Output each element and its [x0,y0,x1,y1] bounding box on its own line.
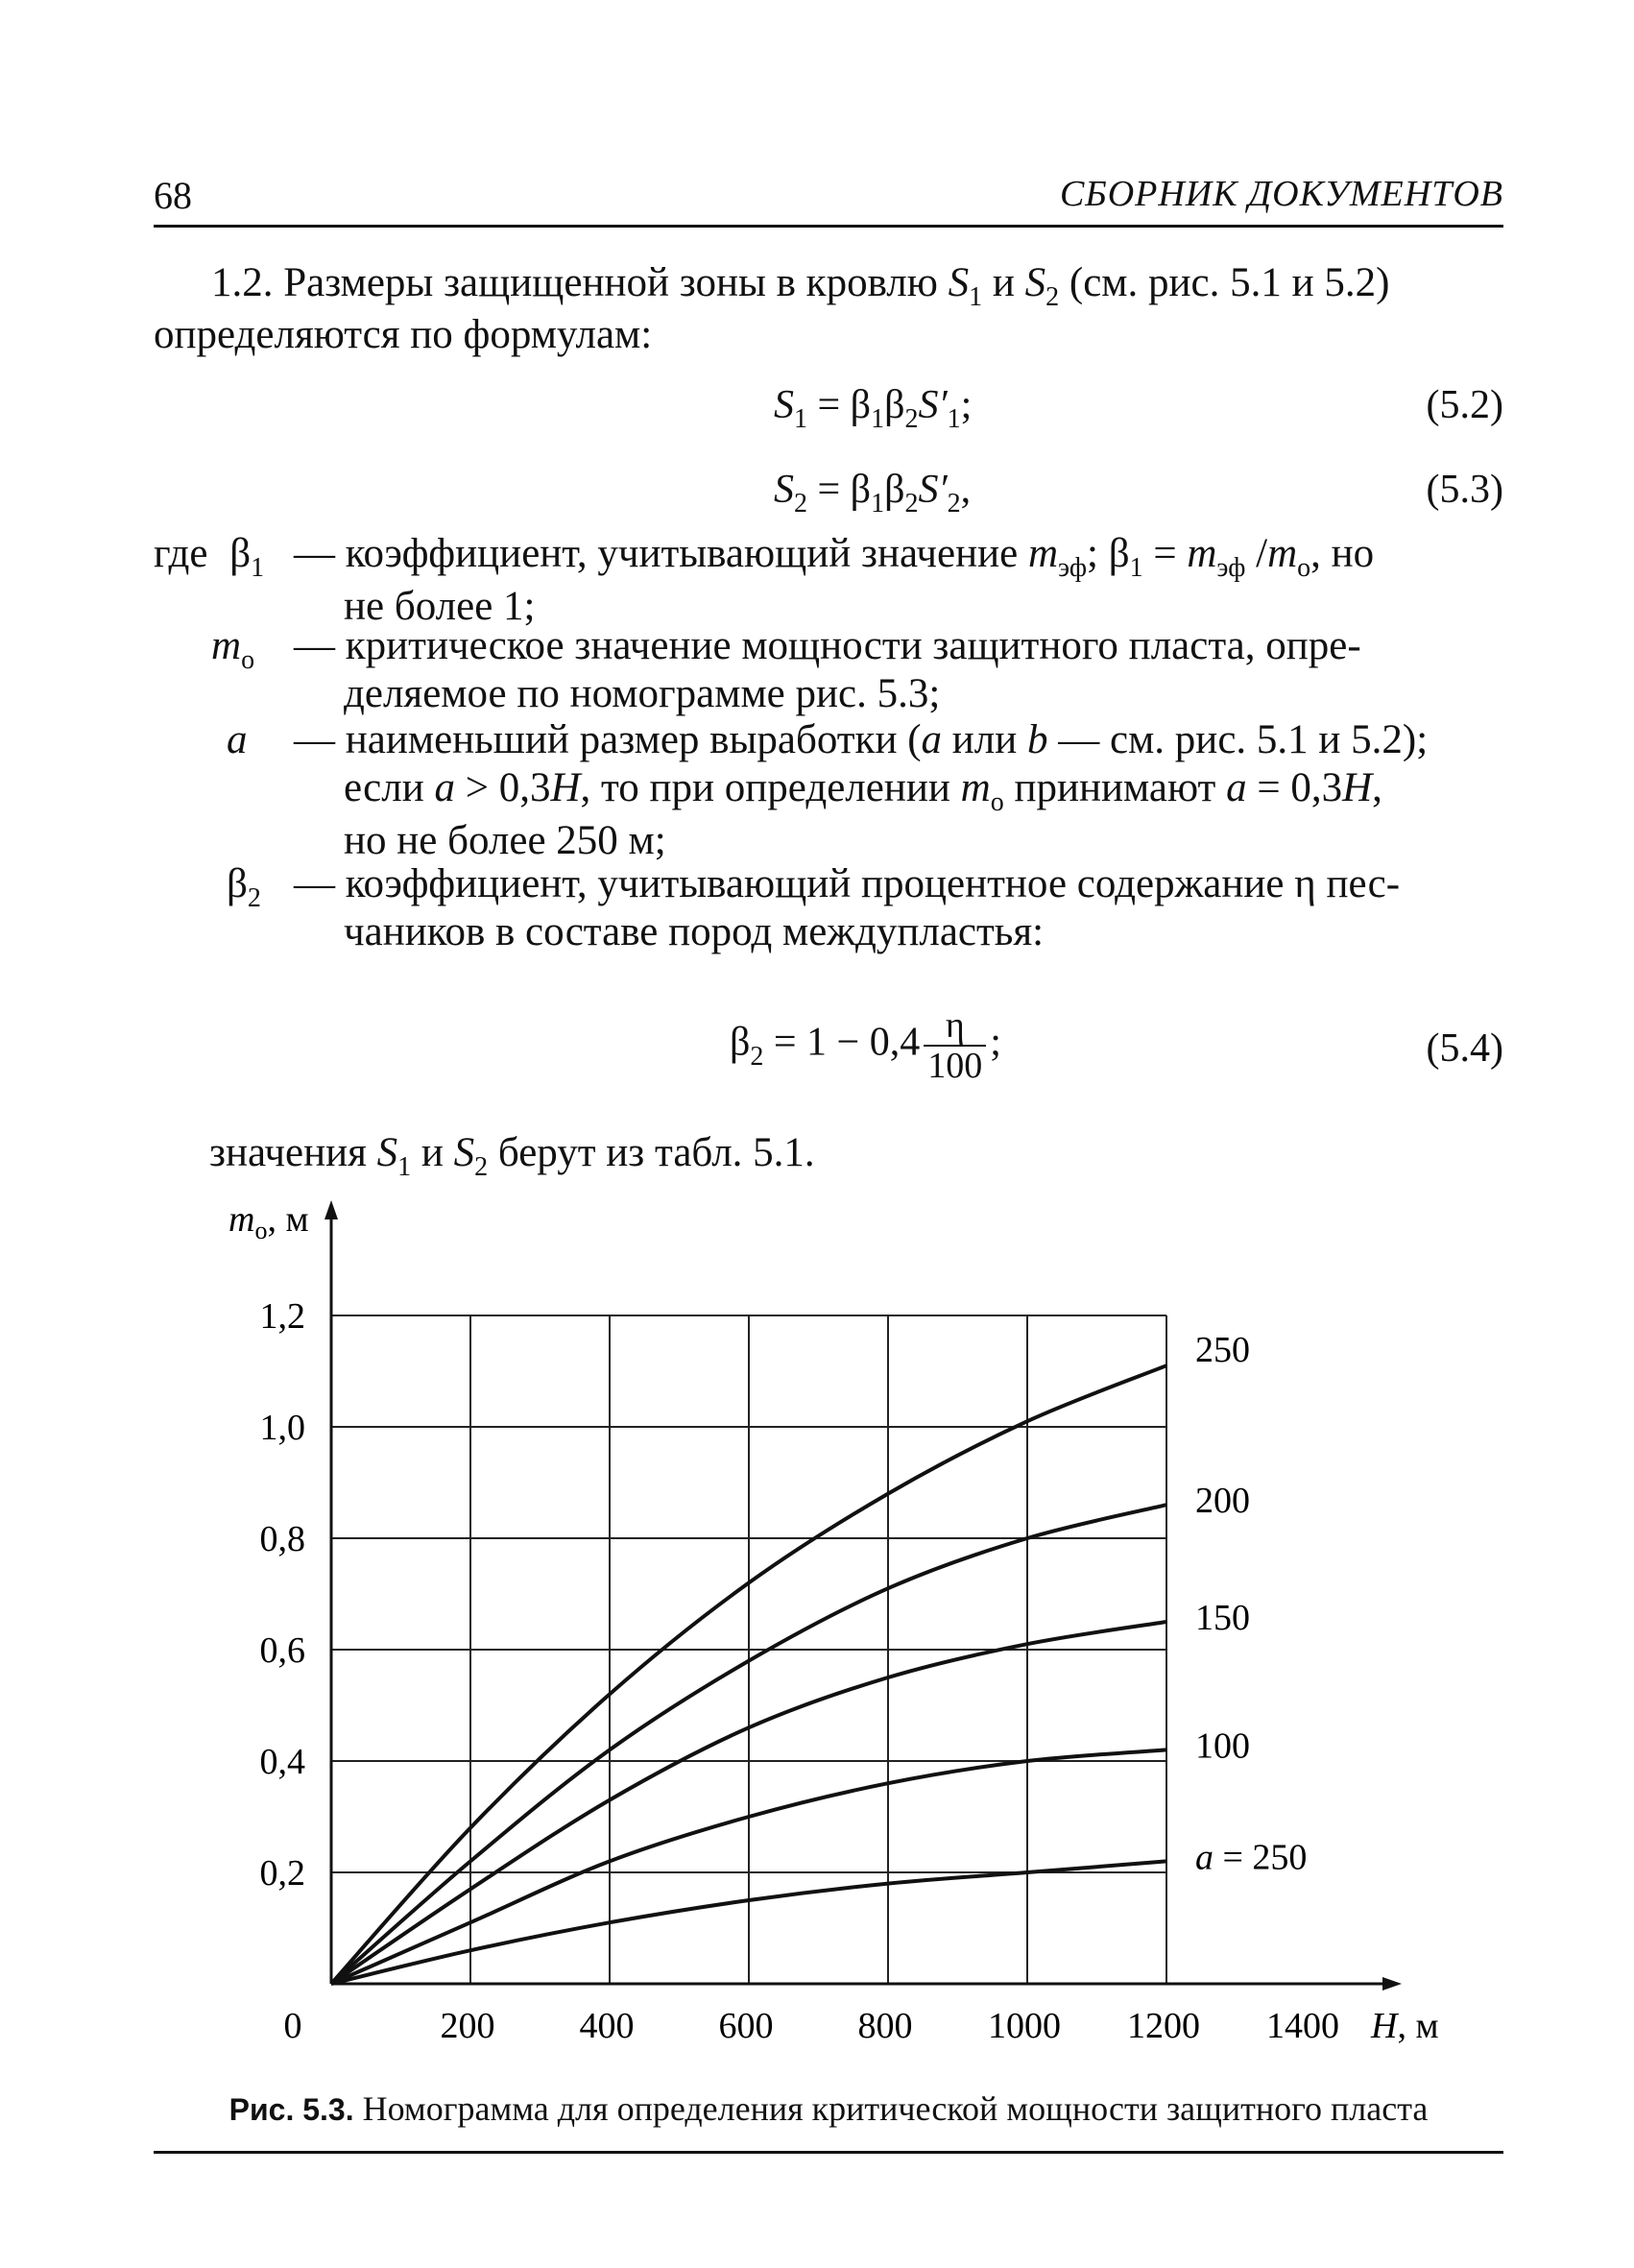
x-tick-label: 600 [718,2006,774,2046]
where-symbol-m0: $m_о$ [211,623,255,675]
x-tick-label: 1400 [1266,2006,1339,2046]
x-tick-label: 200 [440,2006,495,2046]
y-tick-label: 0,6 [259,1630,305,1671]
curve-label: 200 [1195,1481,1250,1522]
x-tick-label: 1000 [988,2006,1061,2046]
y-tick-label: 1,0 [259,1408,305,1448]
y-tick-label: 0,2 [259,1853,305,1894]
x-tick-label: 0 [283,2006,302,2046]
where-symbol-beta2: $\beta_2$ [227,861,261,913]
curve-label: 250 [1195,1330,1250,1371]
page-number: 68 [154,174,192,217]
where-item-m0: — критическое значение мощности защитного пласта, опре- деляемое по номограмме рис. 5.3; [294,623,1361,716]
where-item-a: — наименьший размер выработки (a или b — см. рис. 5.1 и 5.2); если a > 0,3H, то при определении $m_о$ принимают a = 0,3H, но не более 250 м; [294,717,1429,863]
y-axis-arrow [324,1200,338,1219]
intro-line-1: 1.2. Размеры защищенной зоны в кровлю $S_1$ и $S_2$ (см. рис. 5.1 и 5.2) [211,260,1390,312]
running-title: СБОРНИК ДОКУМЕНТОВ [1059,174,1503,214]
x-tick-label: 400 [579,2006,635,2046]
nomogram-chart [0,1191,1634,2064]
where-item-beta1: — коэффициент, учитывающий значение $m_{эф}$; $\beta_1 = m_{эф}$ $/m_о$, но не более 1; [294,531,1375,629]
intro-line-2: определяются по формулам: [154,312,653,357]
equation-number-5-2: (5.2) [1426,383,1503,427]
y-tick-label: 1,2 [259,1296,305,1337]
header-rule [154,225,1503,228]
equation-number-5-3: (5.3) [1426,468,1503,512]
equation-number-5-4: (5.4) [1426,1026,1503,1071]
y-tick-label: 0,8 [259,1519,305,1559]
curve-label: 100 [1195,1725,1250,1767]
where-lead: где $\beta_1$ [154,531,265,583]
where-symbol-a: a [227,717,248,762]
formula-5-2: $S_1 = \beta_1\beta_2S'_1$; [774,383,973,434]
x-tick-label: 1200 [1127,2006,1200,2046]
y-axis-label: $m_о$, м [228,1199,309,1244]
x-tick-label: 800 [857,2006,913,2046]
formula-5-4: $\beta_2 = 1 - 0,4$ $\frac{\eta}{100}$ ; [730,1005,1001,1086]
chart-labels [228,1199,1439,2046]
where-item-beta2: — коэффициент, учитывающий процентное содержание η пес- чаников в составе пород междупластья: [294,861,1401,954]
x-axis-arrow [1382,1977,1402,1991]
figure-caption: Рис. 5.3. Номограмма для определения критической мощности защитного пласта [228,2089,1429,2128]
curve-label: 150 [1195,1598,1250,1638]
x-axis-label: H, м [1371,2006,1439,2046]
formula-5-3: $S_2 = \beta_1\beta_2S'_2$, [774,468,972,519]
table-reference-line: значения $S_1$ и $S_2$ берут из табл. 5.1. [209,1130,815,1182]
bottom-rule [154,2151,1503,2154]
curve-label: a = 250 [1195,1837,1308,1878]
y-tick-label: 0,4 [259,1742,305,1782]
